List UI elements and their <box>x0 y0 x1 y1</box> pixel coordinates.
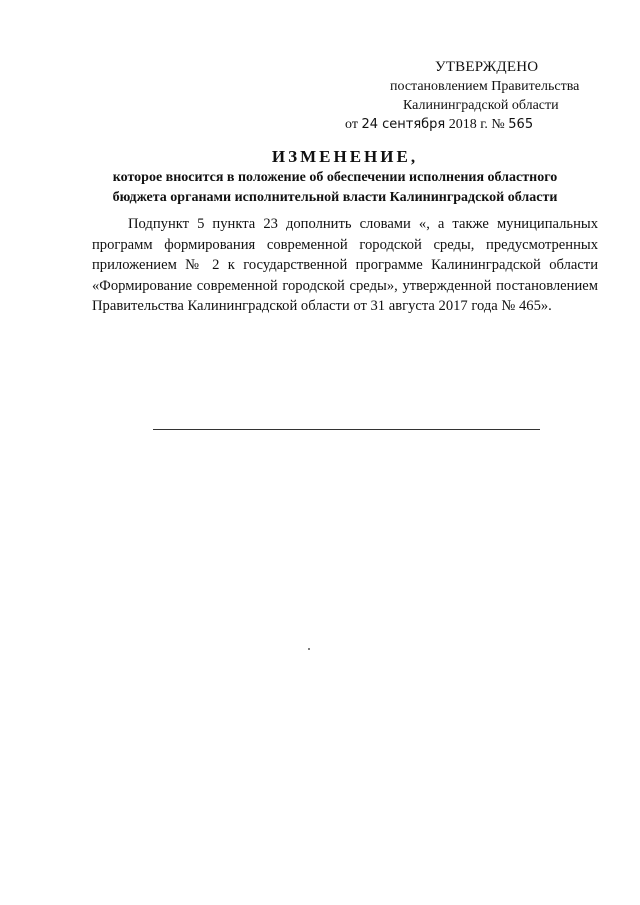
approval-number-value: 565 <box>508 117 534 132</box>
approval-region-line: Калининградской области <box>403 98 559 113</box>
approval-issuer-line: постановлением Правительства <box>390 79 580 94</box>
scan-speck <box>308 648 310 650</box>
heading-subtitle-line2: бюджета органами исполнительной власти Калининградской области <box>112 190 558 205</box>
document-heading <box>90 146 580 208</box>
approval-date-line <box>345 115 600 134</box>
heading-subtitle-line1: которое вносится в положение об обеспечении исполнения областного <box>112 170 558 185</box>
heading-title: ИЗМЕНЕНИЕ, <box>271 147 419 166</box>
amendment-paragraph: Подпункт 5 пункта 23 дополнить словами «, а также муниципальных программ формирования современной городской среды, предусмотренных приложением № 2 к государственной программе Калининградской области «Формирование современной городской среды», утвержденной постановлением Правительства Калининградской области от 31 августа 2017 года № 465». <box>92 216 598 314</box>
approval-stamp <box>340 58 600 134</box>
end-divider-line <box>153 429 540 430</box>
approval-date-prefix: от <box>345 117 358 132</box>
approval-date-suffix: 2018 г. № <box>448 117 505 132</box>
approval-date-value: 24 сентября <box>361 117 446 132</box>
approval-title: УТВЕРЖДЕНО <box>435 59 539 75</box>
